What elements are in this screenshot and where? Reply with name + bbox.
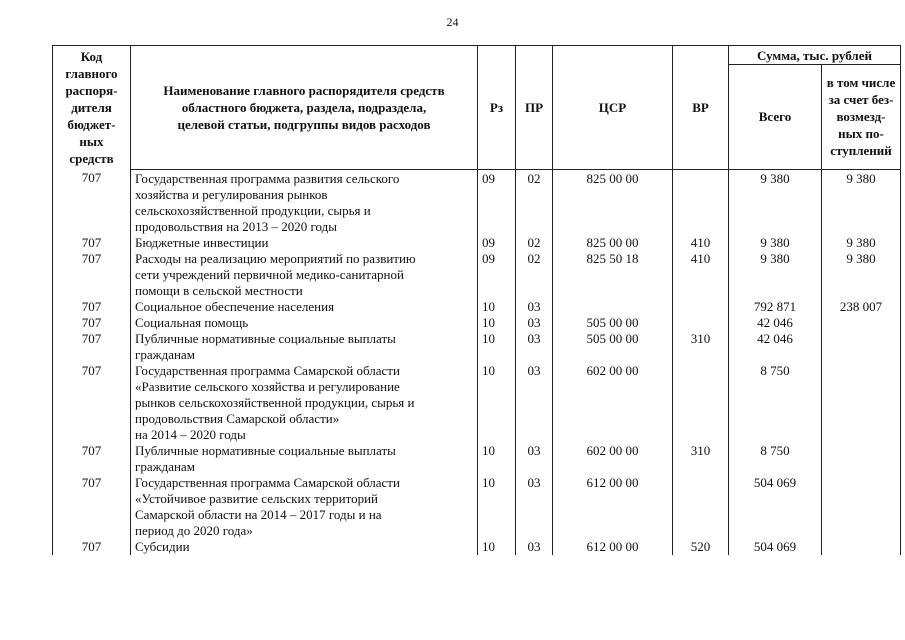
cell-free	[822, 315, 901, 331]
cell-free: 238 007	[822, 299, 901, 315]
name-line: Социальная помощь	[135, 314, 249, 330]
cell-csr: 505 00 00	[553, 315, 673, 331]
cell-csr: 825 00 00	[553, 235, 673, 251]
name-line: продовольствия на 2013 – 2020 годы	[135, 218, 337, 234]
cell-rz: 10	[478, 363, 516, 443]
name-line: Публичные нормативные социальные выплаты	[135, 330, 396, 346]
cell-pr: 02	[516, 235, 553, 251]
name-line: Государственная программа Самарской области	[135, 474, 400, 490]
cell-total: 9 380	[729, 235, 822, 251]
cell-free	[822, 363, 901, 443]
cell-pr: 02	[516, 169, 553, 235]
name-line: гражданам	[135, 458, 195, 474]
cell-total: 504 069	[729, 475, 822, 539]
cell-vr	[673, 315, 729, 331]
cell-csr: 825 50 18	[553, 251, 673, 299]
cell-code: 707	[53, 539, 131, 555]
header-code: Код главного распоря- дителя бюджет- ных средств	[53, 46, 131, 170]
header-name: Наименование главного распорядителя средств областного бюджета, раздела, подраздела, целевой статьи, подгруппы видов расходов	[131, 46, 478, 170]
name-line: «Развитие сельского хозяйства и регулирование	[135, 378, 400, 394]
header-rz: Рз	[478, 46, 516, 170]
cell-pr: 03	[516, 475, 553, 539]
cell-name	[131, 315, 478, 331]
cell-vr	[673, 363, 729, 443]
cell-csr: 602 00 00	[553, 443, 673, 475]
name-line: Публичные нормативные социальные выплаты	[135, 442, 396, 458]
cell-rz: 09	[478, 235, 516, 251]
table-row	[53, 475, 901, 539]
table-row	[53, 251, 901, 299]
cell-total: 504 069	[729, 539, 822, 555]
cell-rz: 09	[478, 251, 516, 299]
name-line: на 2014 – 2020 годы	[135, 426, 246, 442]
header-vr: ВР	[673, 46, 729, 170]
cell-name	[131, 475, 478, 539]
page-number: 24	[446, 15, 459, 29]
cell-name	[131, 539, 478, 555]
cell-total: 792 871	[729, 299, 822, 315]
table-row	[53, 331, 901, 363]
name-line: продовольствия Самарской области»	[135, 410, 340, 426]
cell-vr: 520	[673, 539, 729, 555]
table-row	[53, 363, 901, 443]
cell-free	[822, 539, 901, 555]
cell-pr: 02	[516, 251, 553, 299]
cell-total: 8 750	[729, 363, 822, 443]
cell-code: 707	[53, 251, 131, 299]
cell-free	[822, 331, 901, 363]
name-line: помощи в сельской местности	[135, 282, 303, 298]
name-line: период до 2020 года»	[135, 522, 253, 538]
cell-code: 707	[53, 331, 131, 363]
cell-name	[131, 331, 478, 363]
cell-free: 9 380	[822, 169, 901, 235]
cell-pr: 03	[516, 315, 553, 331]
name-line: Социальное обеспечение населения	[135, 298, 335, 314]
header-free: в том числе за счет без- возмезд- ных по- ступлений	[822, 65, 901, 170]
cell-free: 9 380	[822, 235, 901, 251]
cell-name	[131, 443, 478, 475]
name-line: сельскохозяйственной продукции, сырья и	[135, 202, 371, 218]
cell-code: 707	[53, 475, 131, 539]
cell-vr: 310	[673, 331, 729, 363]
cell-name	[131, 235, 478, 251]
name-line: Государственная программа развития сельского	[135, 170, 400, 186]
name-line: гражданам	[135, 346, 195, 362]
cell-rz: 10	[478, 315, 516, 331]
cell-csr	[553, 299, 673, 315]
cell-name	[131, 363, 478, 443]
cell-vr	[673, 299, 729, 315]
table-row	[53, 235, 901, 251]
cell-name	[131, 169, 478, 235]
cell-pr: 03	[516, 443, 553, 475]
table-row	[53, 169, 901, 235]
name-line: Самарской области на 2014 – 2017 годы и на	[135, 506, 382, 522]
cell-code: 707	[53, 299, 131, 315]
cell-rz: 10	[478, 539, 516, 555]
table-row	[53, 443, 901, 475]
table-row	[53, 315, 901, 331]
table-body	[53, 169, 901, 555]
cell-total: 9 380	[729, 169, 822, 235]
cell-vr: 310	[673, 443, 729, 475]
cell-rz: 09	[478, 169, 516, 235]
cell-csr: 505 00 00	[553, 331, 673, 363]
cell-code: 707	[53, 235, 131, 251]
cell-rz: 10	[478, 475, 516, 539]
name-line: рынков сельскохозяйственной продукции, сырья и	[135, 394, 415, 410]
cell-vr: 410	[673, 235, 729, 251]
name-line: «Устойчивое развитие сельских территорий	[135, 490, 379, 506]
cell-pr: 03	[516, 331, 553, 363]
cell-total: 42 046	[729, 315, 822, 331]
cell-vr: 410	[673, 251, 729, 299]
cell-pr: 03	[516, 363, 553, 443]
header-csr: ЦСР	[553, 46, 673, 170]
cell-vr	[673, 169, 729, 235]
name-line: сети учреждений первичной медико-санитарной	[135, 266, 404, 282]
name-line: Субсидии	[135, 538, 190, 554]
cell-pr: 03	[516, 299, 553, 315]
cell-free	[822, 443, 901, 475]
name-line: Расходы на реализацию мероприятий по развитию	[135, 250, 416, 266]
cell-free: 9 380	[822, 251, 901, 299]
cell-csr: 612 00 00	[553, 475, 673, 539]
cell-vr	[673, 475, 729, 539]
cell-name	[131, 251, 478, 299]
cell-rz: 10	[478, 299, 516, 315]
header-total: Всего	[729, 65, 822, 170]
header-sum: Сумма, тыс. рублей	[729, 46, 901, 65]
table-header	[53, 46, 901, 170]
cell-csr: 602 00 00	[553, 363, 673, 443]
cell-free	[822, 475, 901, 539]
cell-code: 707	[53, 315, 131, 331]
cell-rz: 10	[478, 443, 516, 475]
name-line: Бюджетные инвестиции	[135, 234, 269, 250]
budget-table	[52, 45, 901, 555]
table-row	[53, 299, 901, 315]
name-line: Государственная программа Самарской области	[135, 362, 400, 378]
table-row	[53, 539, 901, 555]
cell-total: 42 046	[729, 331, 822, 363]
cell-total: 8 750	[729, 443, 822, 475]
cell-total: 9 380	[729, 251, 822, 299]
cell-pr: 03	[516, 539, 553, 555]
cell-code: 707	[53, 169, 131, 235]
cell-csr: 825 00 00	[553, 169, 673, 235]
cell-code: 707	[53, 363, 131, 443]
cell-code: 707	[53, 443, 131, 475]
cell-name	[131, 299, 478, 315]
cell-rz: 10	[478, 331, 516, 363]
header-pr: ПР	[516, 46, 553, 170]
name-line: хозяйства и регулирования рынков	[135, 186, 328, 202]
cell-csr: 612 00 00	[553, 539, 673, 555]
